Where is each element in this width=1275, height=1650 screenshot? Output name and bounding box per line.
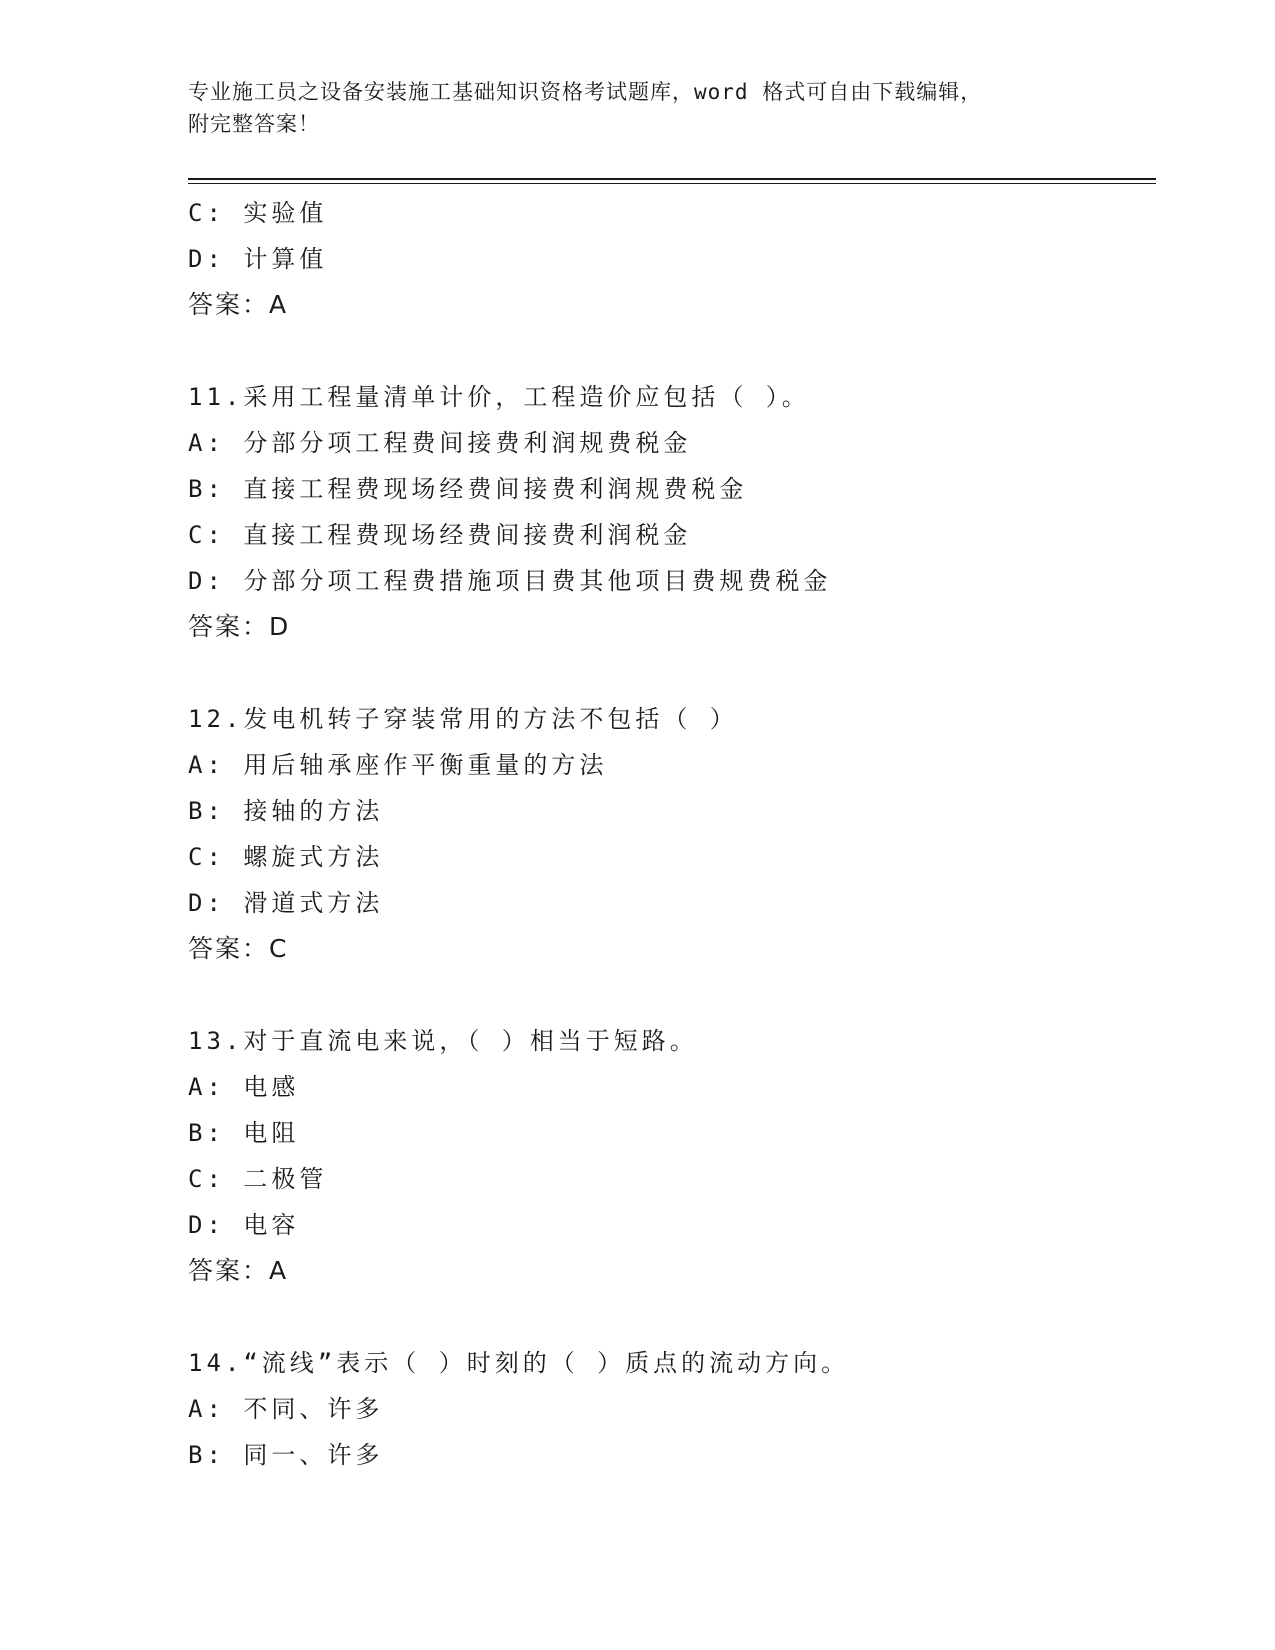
option-a: A: 电感	[188, 1073, 300, 1101]
option-a: A: 分部分项工程费间接费利润规费税金	[188, 429, 692, 457]
option-b: B: 直接工程费现场经费间接费利润规费税金	[188, 475, 748, 503]
answer-line: 答案：C	[188, 934, 289, 963]
spacer	[188, 328, 1156, 374]
option-c: C: 螺旋式方法	[188, 843, 384, 871]
question-block-10	[188, 190, 1156, 328]
header-line-2: 附完整答案！	[188, 112, 320, 136]
option-b: B: 同一、许多	[188, 1441, 384, 1469]
option-b: B: 电阻	[188, 1119, 300, 1147]
question-block-11	[188, 374, 1156, 650]
option-c: C: 实验值	[188, 199, 328, 227]
question-block-12	[188, 696, 1156, 972]
header-divider-thin	[188, 183, 1156, 184]
option-d: D: 滑道式方法	[188, 889, 384, 917]
question-stem: 13.对于直流电来说，（ ）相当于短路。	[188, 1027, 698, 1055]
option-a: A: 用后轴承座作平衡重量的方法	[188, 751, 608, 779]
option-d: D: 计算值	[188, 245, 328, 273]
header-divider-thick	[188, 178, 1156, 180]
question-block-13	[188, 1018, 1156, 1294]
question-stem: 11.采用工程量清单计价，工程造价应包括（ ）。	[188, 383, 810, 411]
question-block-14	[188, 1340, 1156, 1478]
question-list	[188, 190, 1156, 1478]
option-b: B: 接轴的方法	[188, 797, 384, 825]
option-c: C: 二极管	[188, 1165, 328, 1193]
spacer	[188, 972, 1156, 1018]
question-stem: 12.发电机转子穿装常用的方法不包括（ ）	[188, 705, 738, 733]
option-d: D: 电容	[188, 1211, 300, 1239]
option-a: A: 不同、许多	[188, 1395, 384, 1423]
option-d: D: 分部分项工程费措施项目费其他项目费规费税金	[188, 567, 832, 595]
spacer	[188, 1294, 1156, 1340]
header-line-1: 专业施工员之设备安装施工基础知识资格考试题库，word 格式可自由下载编辑，	[188, 80, 983, 104]
question-stem: 14.“流线”表示（ ）时刻的（ ）质点的流动方向。	[188, 1349, 850, 1377]
document-header	[188, 76, 1068, 140]
answer-line: 答案：D	[188, 612, 291, 641]
spacer	[188, 650, 1156, 696]
answer-line: 答案：A	[188, 290, 289, 319]
option-c: C: 直接工程费现场经费间接费利润税金	[188, 521, 692, 549]
answer-line: 答案：A	[188, 1256, 289, 1285]
